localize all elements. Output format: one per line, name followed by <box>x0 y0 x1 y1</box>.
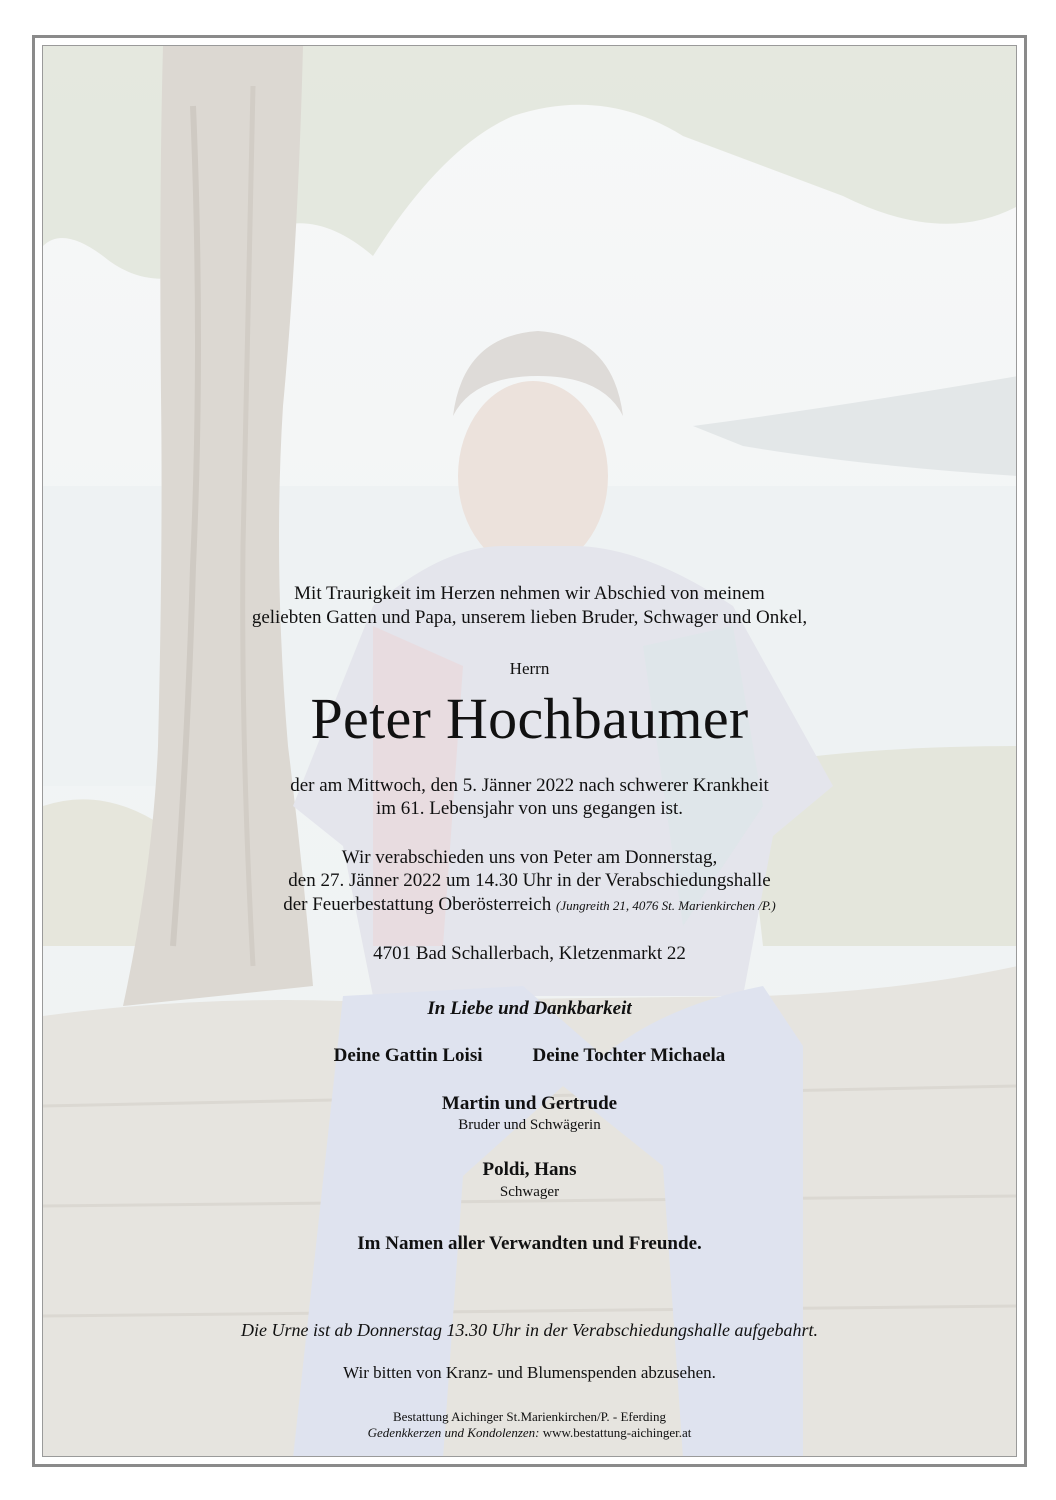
mourner-brothers-in-law: Poldi, Hans <box>482 1159 577 1180</box>
farewell-address-note: (Jungreith 21, 4076 St. Marienkirchen /P.) <box>556 898 776 913</box>
obituary-text <box>42 45 1017 1457</box>
residence-address: 4701 Bad Schallerbach, Kletzenmarkt 22 <box>373 943 686 964</box>
death-line-2: im 61. Lebensjahr von uns gegangen ist. <box>375 798 684 819</box>
farewell-line-2: den 27. Jänner 2022 um 14.30 Uhr in der Verabschiedungshalle <box>288 870 771 891</box>
deceased-name: Peter Hochbaumer <box>310 686 749 751</box>
intro-line-2: geliebten Gatten und Papa, unserem lieben Bruder, Schwager und Onkel, <box>251 607 808 628</box>
urn-note: Die Urne ist ab Donnerstag 13.30 Uhr in der Verabschiedungshalle aufgebahrt. <box>241 1320 818 1340</box>
farewell-line-1: Wir verabschieden uns von Peter am Donnerstag, <box>341 847 718 868</box>
footer-company: Bestattung Aichinger St.Marienkirchen/P. - Eferding <box>393 1409 666 1424</box>
mourner-wife: Deine Gattin Loisi <box>333 1045 483 1066</box>
death-line-1: der am Mittwoch, den 5. Jänner 2022 nach schwerer Krankheit <box>290 775 769 796</box>
farewell-venue: der Feuerbestattung Oberösterreich <box>283 894 552 915</box>
mourner-siblings-relation: Bruder und Schwägerin <box>458 1117 601 1133</box>
mourners-all: Im Namen aller Verwandten und Freunde. <box>357 1233 702 1254</box>
footer-website-link[interactable]: www.bestattung-aichinger.at <box>542 1425 692 1440</box>
closing-phrase: In Liebe und Dankbarkeit <box>427 998 632 1019</box>
mourner-brothers-in-law-relation: Schwager <box>499 1184 560 1200</box>
farewell-line-3 <box>42 893 1017 917</box>
mourner-siblings: Martin und Gertrude <box>441 1093 618 1114</box>
mourner-daughter: Deine Tochter Michaela <box>532 1045 726 1066</box>
flowers-note: Wir bitten von Kranz- und Blumenspenden abzusehen. <box>343 1363 716 1382</box>
intro-line-1: Mit Traurigkeit im Herzen nehmen wir Abschied von meinem <box>294 583 765 604</box>
footer-condolences <box>42 1425 1017 1441</box>
salutation: Herrn <box>509 659 550 678</box>
mourners-family-line <box>42 1045 1017 1067</box>
footer-condolence-label: Gedenkkerzen und Kondolenzen: <box>367 1425 540 1440</box>
